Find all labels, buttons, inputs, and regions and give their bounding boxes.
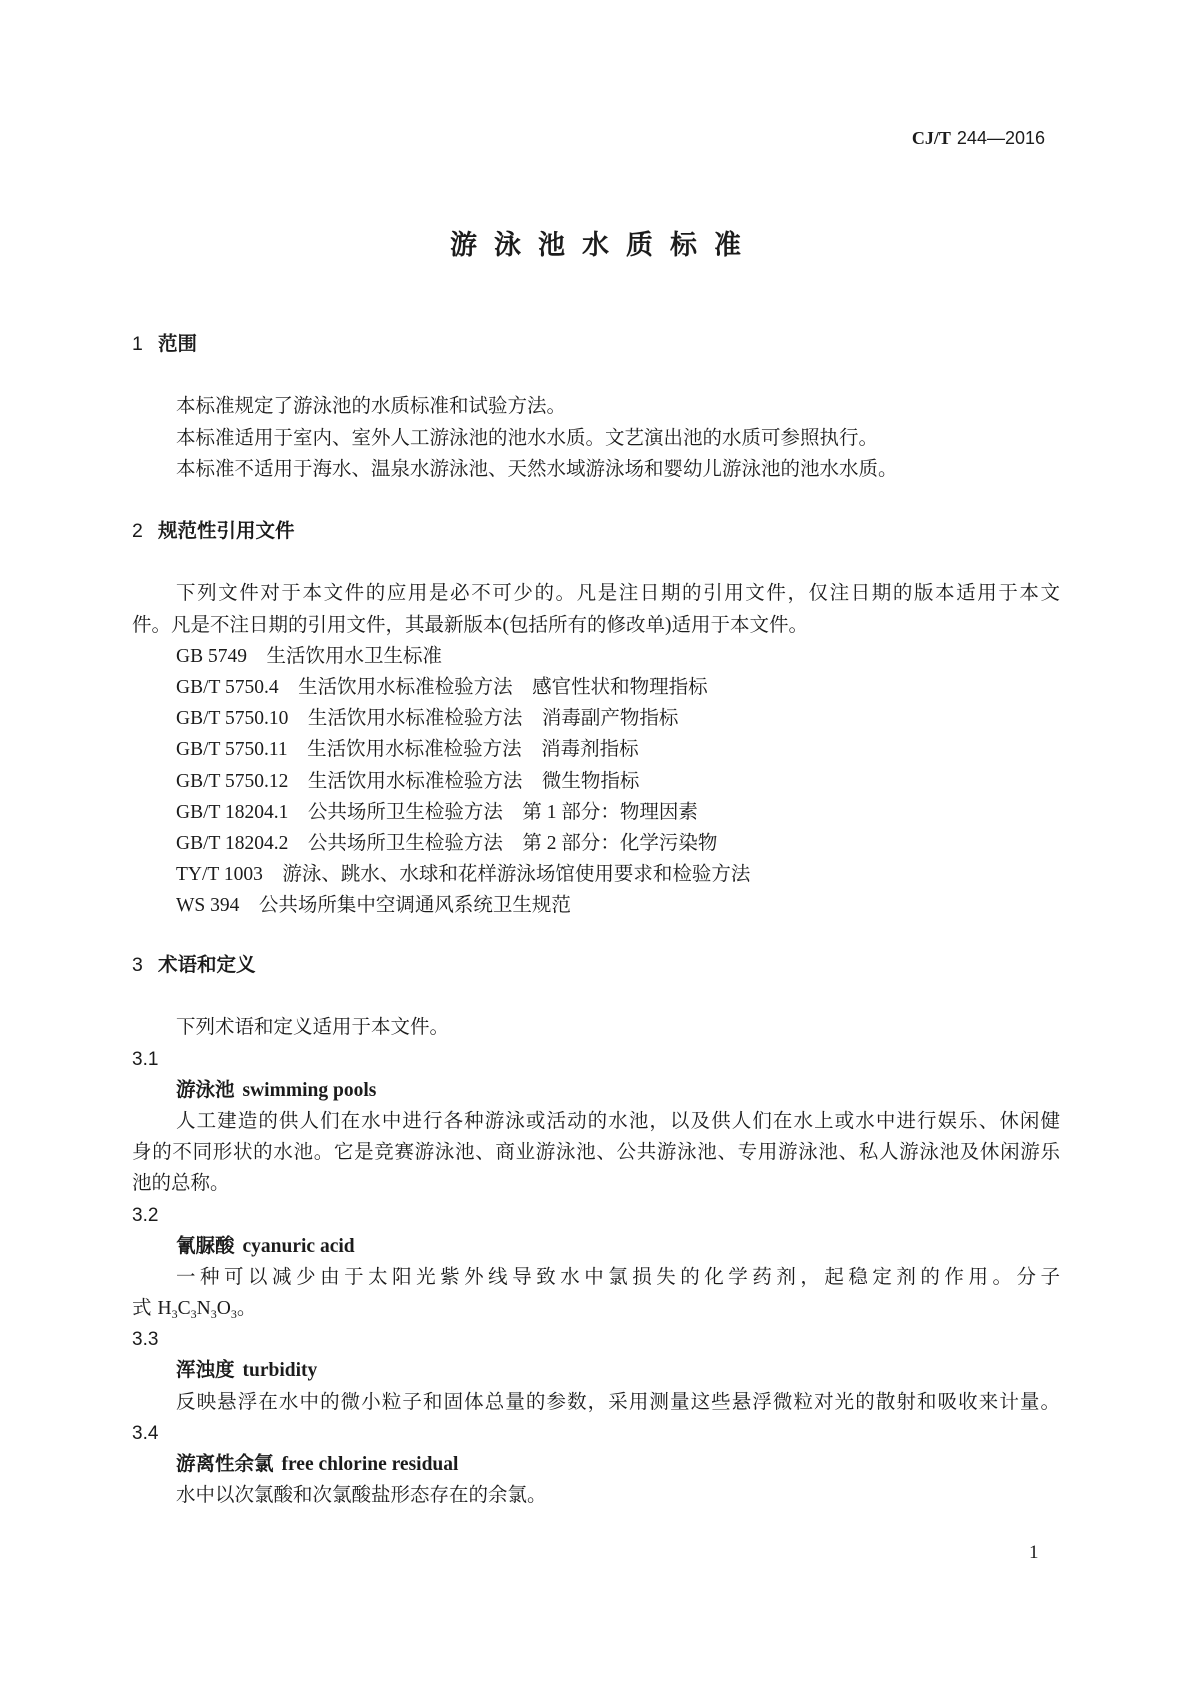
section-title: 术语和定义 [158, 954, 256, 976]
formula-subscript: 3 [210, 1307, 217, 1322]
page-number: 1 [1029, 1542, 1039, 1563]
section-heading [132, 950, 1060, 981]
section-terms-definitions [132, 950, 1060, 1511]
section-heading [132, 516, 1060, 547]
paragraph-line: 件。凡是不注日期的引用文件，其最新版本(包括所有的修改单)适用于本文件。 [132, 614, 808, 636]
term-english: swimming pools [242, 1079, 377, 1101]
paragraph-line: 下列术语和定义适用于本文件。 [176, 1017, 450, 1039]
formula-suffix: 。 [236, 1298, 257, 1320]
term-chinese: 氰脲酸 [176, 1234, 235, 1257]
formula-element: N [196, 1298, 211, 1320]
section-heading [132, 329, 1060, 360]
term-number: 3.2 [132, 1204, 159, 1226]
term-number: 3.3 [132, 1329, 159, 1351]
formula-subscript: 3 [190, 1307, 197, 1322]
term-number: 3.4 [132, 1422, 159, 1444]
term-english: turbidity [242, 1360, 318, 1382]
definition-line: 一种可以减少由于太阳光紫外线导致水中氯损失的化学药剂，起稳定剂的作用。分子 [176, 1266, 1060, 1288]
section-number: 1 [132, 333, 143, 355]
term-chinese: 浑浊度 [176, 1359, 235, 1382]
term-entry [132, 1075, 1060, 1106]
term-entry [132, 1449, 1060, 1480]
term-english: cyanuric acid [242, 1235, 355, 1257]
definition-line: 反映悬浮在水中的微小粒子和固体总量的参数，采用测量这些悬浮微粒对光的散射和吸收来计量。 [176, 1391, 1060, 1413]
definition-line [132, 1293, 1060, 1324]
formula-element: H [157, 1298, 172, 1320]
section-number: 2 [132, 520, 143, 542]
definition-line: 水中以次氯酸和次氯酸盐形态存在的余氯。 [176, 1485, 547, 1507]
term-english: free chlorine residual [281, 1454, 459, 1475]
paragraph-line: 本标准不适用于海水、温泉水游泳池、天然水域游泳场和婴幼儿游泳池的池水水质。 [176, 458, 898, 480]
reference-item: GB/T 18204.2 公共场所卫生检验方法 第 2 部分：化学污染物 [176, 832, 718, 854]
formula-element: O [216, 1298, 231, 1320]
chemical-formula [157, 1298, 237, 1322]
reference-item: GB/T 18204.1 公共场所卫生检验方法 第 1 部分：物理因素 [176, 801, 698, 823]
paragraph-line: 本标准规定了游泳池的水质标准和试验方法。 [176, 396, 567, 418]
paragraph-line: 本标准适用于室内、室外人工游泳池的池水水质。文艺演出池的水质可参照执行。 [176, 427, 879, 449]
section-number: 3 [132, 954, 143, 976]
document-title: 游泳池水质标准 [450, 230, 758, 260]
paragraph-line: 下列文件对于本文件的应用是必不可少的。凡是注日期的引用文件，仅注日期的版本适用于本文 [176, 583, 1060, 605]
reference-item: GB/T 5750.12 生活饮用水标准检验方法 微生物指标 [176, 770, 640, 792]
definition-line: 人工建造的供人们在水中进行各种游泳或活动的水池，以及供人们在水上或水中进行娱乐、休闲健 [176, 1110, 1060, 1132]
reference-item: TY/T 1003 游泳、跳水、水球和花样游泳场馆使用要求和检验方法 [176, 864, 751, 886]
term-chinese: 游泳池 [176, 1078, 235, 1101]
term-number: 3.1 [132, 1048, 159, 1070]
term-entry [132, 1355, 1060, 1386]
formula-subscript: 3 [230, 1307, 237, 1322]
section-title: 规范性引用文件 [158, 520, 295, 542]
definition-line: 身的不同形状的水池。它是竞赛游泳池、商业游泳池、公共游泳池、专用游泳池、私人游泳池及休闲游乐 [132, 1142, 1060, 1164]
reference-item: WS 394 公共场所集中空调通风系统卫生规范 [176, 895, 571, 917]
standard-number: 244—2016 [956, 128, 1045, 148]
reference-item: GB 5749 生活饮用水卫生标准 [176, 645, 442, 667]
term-entry [132, 1231, 1060, 1262]
section-normative-references [132, 516, 1060, 921]
reference-item: GB/T 5750.10 生活饮用水标准检验方法 消毒副产物指标 [176, 708, 679, 730]
definition-line: 池的总称。 [132, 1173, 230, 1195]
term-chinese: 游离性余氯 [176, 1453, 274, 1475]
section-scope [132, 329, 1060, 485]
formula-prefix: 式 [132, 1298, 152, 1320]
formula-subscript: 3 [171, 1307, 178, 1322]
standard-code-header [912, 126, 1045, 150]
reference-item: GB/T 5750.11 生活饮用水标准检验方法 消毒剂指标 [176, 739, 639, 761]
standard-code: CJ/T [911, 128, 951, 148]
reference-item: GB/T 5750.4 生活饮用水标准检验方法 感官性状和物理指标 [176, 676, 708, 698]
section-title: 范围 [158, 333, 198, 355]
formula-element: C [177, 1298, 191, 1320]
